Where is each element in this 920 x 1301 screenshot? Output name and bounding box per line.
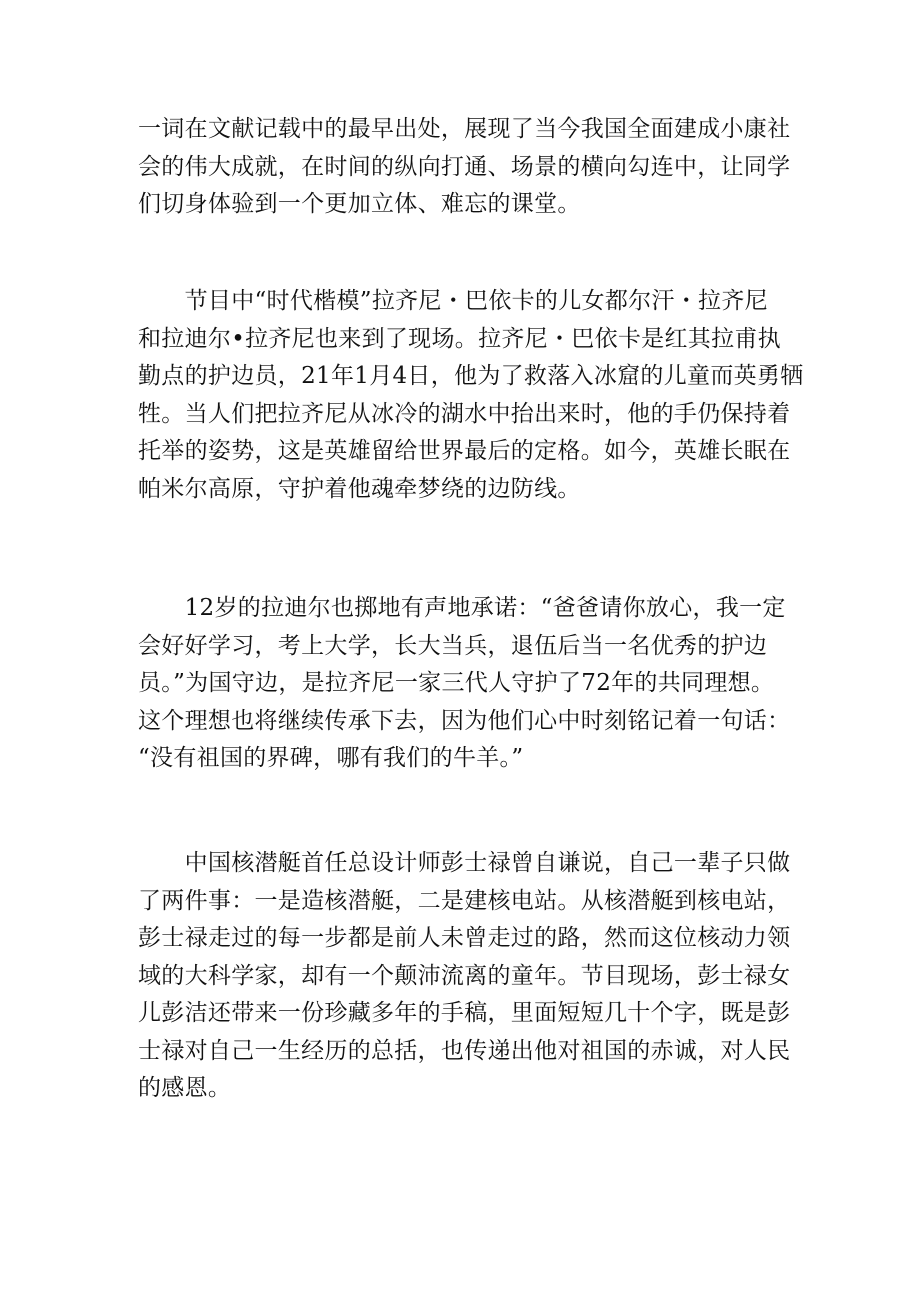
text-line: 们切身体验到一个更加立体、难忘的课堂。 xyxy=(138,191,581,217)
text-line: 一词在文献记载中的最早出处，展现了当今我国全面建成小康社 xyxy=(138,116,791,142)
paragraph-3 xyxy=(138,590,791,778)
text-line: 牲。当人们把拉齐尼从冰冷的湖水中抬出来时，他的手仍保持着 xyxy=(138,400,791,427)
text-line: 帕米尔高原，守护着他魂牵梦绕的边防线。 xyxy=(138,475,581,502)
text-line: 域的大科学家，却有一个颠沛流离的童年。节目现场，彭士禄女 xyxy=(138,962,791,989)
text-line: 和拉迪尔•拉齐尼也来到了现场。拉齐尼・巴依卡是红其拉甫执 xyxy=(138,325,781,352)
text-line: 儿彭洁还带来一份珍藏多年的手稿，里面短短几十个字，既是彭 xyxy=(138,1000,791,1026)
text-line: 会好好学习，考上大学，长大当兵，退伍后当一名优秀的护边 xyxy=(138,632,768,659)
paragraph-2 xyxy=(138,283,804,508)
text-line: 的感恩。 xyxy=(138,1075,232,1101)
text-line: 中国核潜艇首任总设计师彭士禄曾自谦说，自己一辈子只做 xyxy=(138,850,791,876)
text-line: 这个理想也将继续传承下去，因为他们心中时刻铭记着一句话： xyxy=(138,707,791,734)
paragraph-1 xyxy=(138,111,791,224)
paragraph-4 xyxy=(138,845,791,1108)
text-line: 托举的姿势，这是英雄留给世界最后的定格。如今，英雄长眠在 xyxy=(138,438,791,464)
text-line: “没有祖国的界碑，哪有我们的牛羊。” xyxy=(138,745,524,771)
text-line: 节目中“时代楷模”拉齐尼・巴依卡的儿女都尔汗・拉齐尼 xyxy=(138,288,768,314)
text-line: 彭士禄走过的每一步都是前人未曾走过的路，然而这位核动力领 xyxy=(138,925,791,951)
text-line: 勤点的护边员，21年1月4日，他为了救落入冰窟的儿童而英勇牺 xyxy=(138,363,804,389)
text-line: 了两件事：一是造核潜艇，二是建核电站。从核潜艇到核电站， xyxy=(138,887,791,914)
text-line: 会的伟大成就，在时间的纵向打通、场景的横向勾连中，让同学 xyxy=(138,153,791,180)
text-line: 士禄对自己一生经历的总括，也传递出他对祖国的赤诚，对人民 xyxy=(138,1037,791,1064)
text-line: 12岁的拉迪尔也掷地有声地承诺：“爸爸请你放心，我一定 xyxy=(138,595,786,621)
text-line: 员。”为国守边，是拉齐尼一家三代人守护了72年的共同理想。 xyxy=(138,670,775,696)
